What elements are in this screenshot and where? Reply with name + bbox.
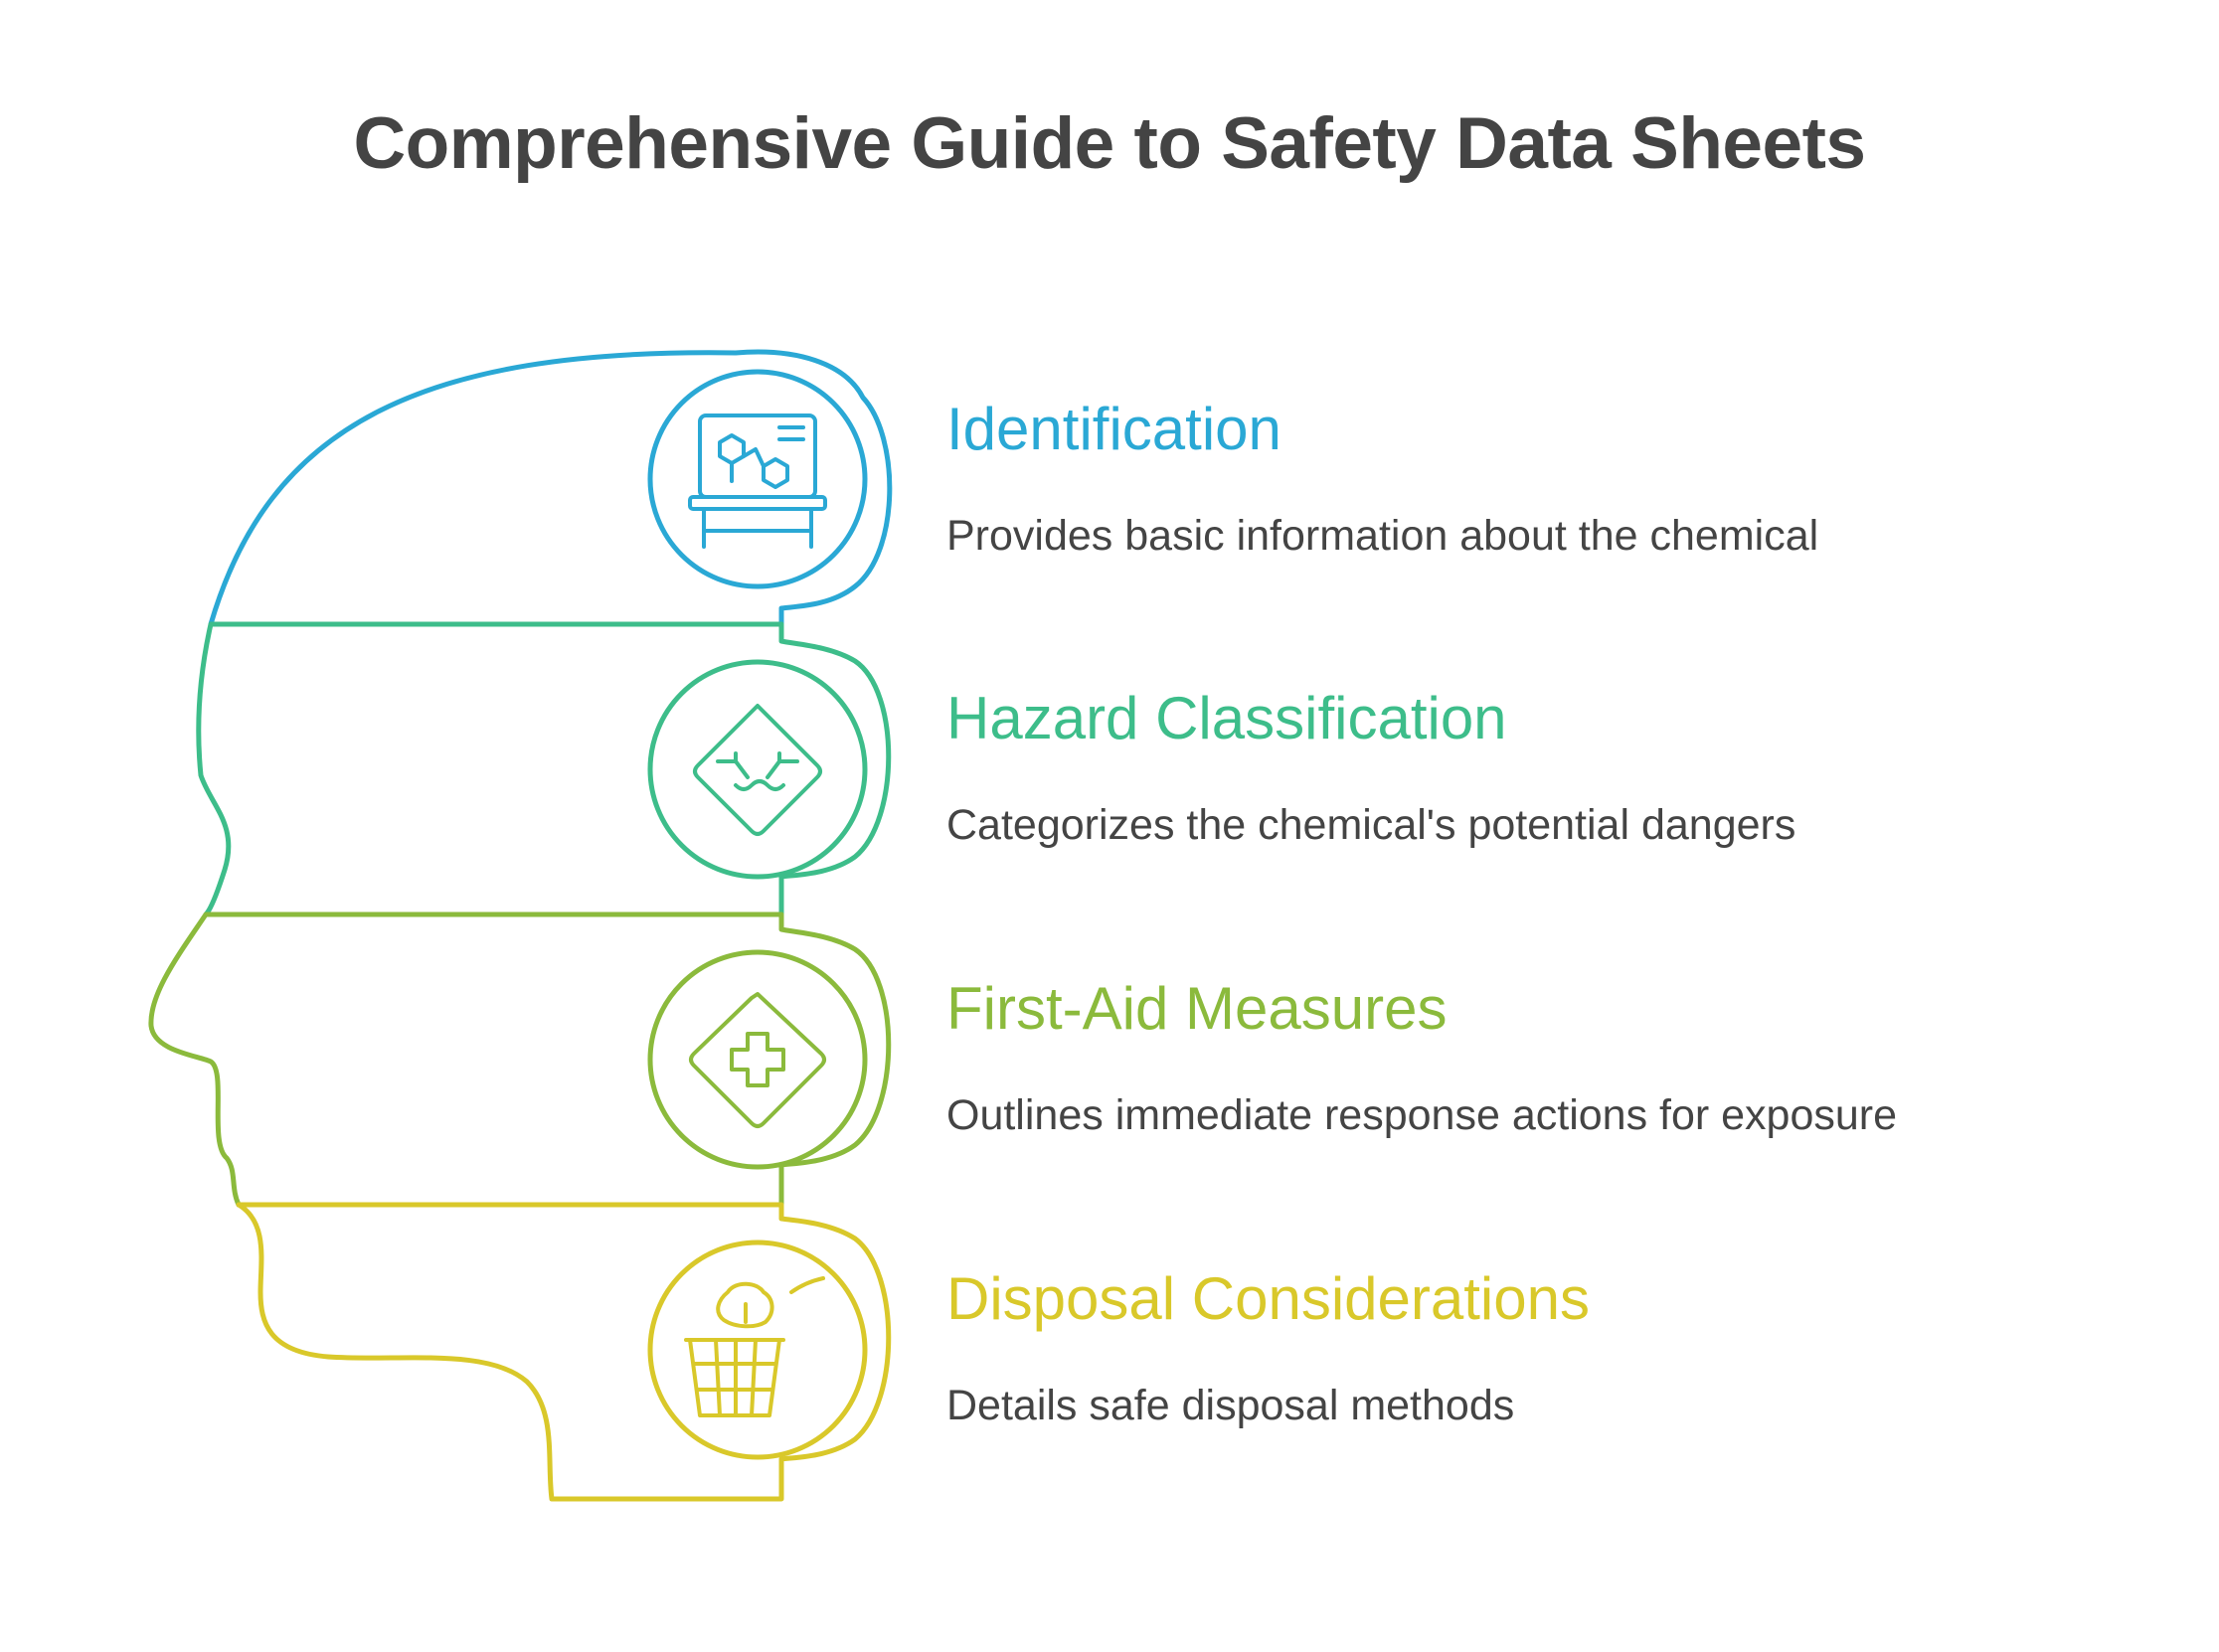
section-description-hazard-classification: Categorizes the chemical's potential dangers	[946, 801, 1796, 849]
section-heading-first-aid: First-Aid Measures	[946, 975, 1448, 1042]
section-heading-disposal: Disposal Considerations	[946, 1265, 1590, 1332]
chemistry-lab-board-icon	[690, 415, 825, 547]
head-segment-disposal	[239, 1205, 889, 1499]
medical-cross-diamond-icon	[691, 994, 824, 1126]
icon-ring-first-aid	[650, 952, 865, 1167]
page-title: Comprehensive Guide to Safety Data Sheets	[353, 103, 1866, 184]
icon-ring-identification	[650, 372, 865, 586]
section-heading-hazard-classification: Hazard Classification	[946, 685, 1507, 751]
icon-ring-disposal	[650, 1242, 865, 1457]
waste-basket-icon	[686, 1278, 823, 1415]
section-description-first-aid: Outlines immediate response actions for exposure	[946, 1091, 1898, 1139]
section-description-disposal: Details safe disposal methods	[946, 1382, 1515, 1429]
head-segment-identification	[211, 352, 890, 624]
section-description-identification: Provides basic information about the chemical	[946, 512, 1819, 560]
head-segment-hazard-classification	[199, 624, 889, 914]
icon-ring-hazard-classification	[650, 662, 865, 877]
head-segment-first-aid	[151, 914, 889, 1205]
section-heading-identification: Identification	[946, 396, 1281, 462]
hazard-diamond-icon	[695, 706, 820, 834]
